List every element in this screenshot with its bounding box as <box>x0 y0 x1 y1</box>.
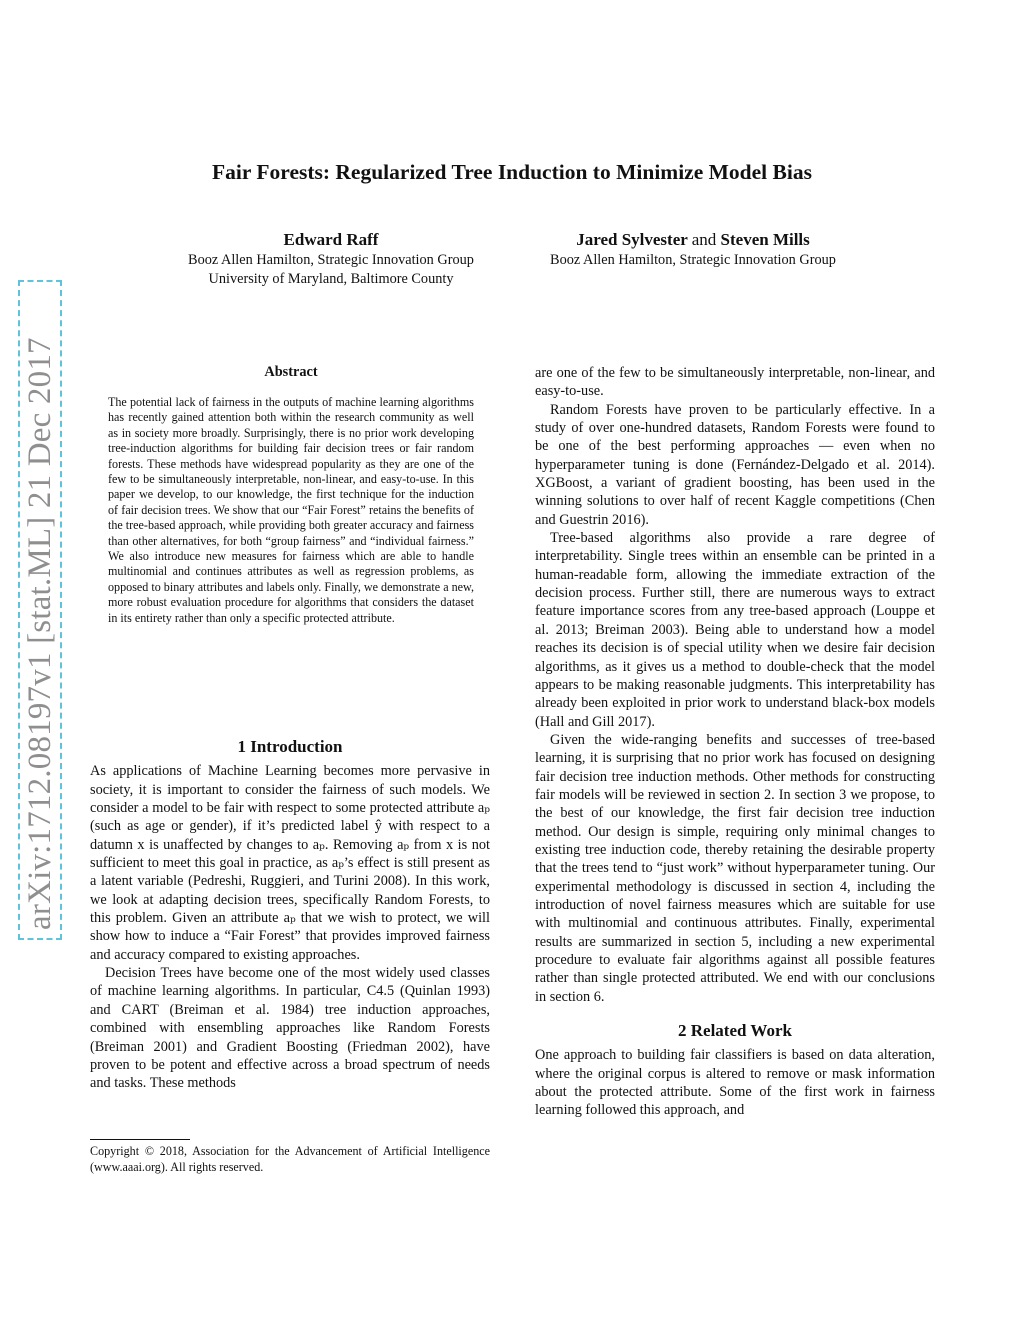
author-name: Jared Sylvester <box>576 230 688 249</box>
paragraph: Tree-based algorithms also provide a rare degree of interpretability. Single trees within an ensemble can be printed in a human-readable form, allowing the immediate extraction of the decision process. Further still, there are numerous ways to extract feature importance scores from any tree-based approach (Louppe et al. 2013; Breiman 2003). Being able to understand how a model reaches its decision is of special utility when we desire fair decision algorithms, as it gives us a method to double-check that the model appears to be making reasonable judgments. This interpretability has already been exploited in prior work to understand black-box models (Hall and Gill 2017). <box>535 530 935 730</box>
section-heading-introduction: 1 Introduction <box>237 737 343 756</box>
section-heading-related-work: 2 Related Work <box>678 1021 792 1041</box>
author-names-line <box>512 229 874 251</box>
abstract-text: The potential lack of fairness in the outputs of machine learning algorithms has recently gained attention both within the research community as well as in society more broadly. Surprisingly, there is no prior work developing tree-induction algorithms for building fair decision trees or fair random forests. These methods have widespread popularity as they are one of the few to be simultaneously interpretable, non-linear, and easy-to-use. In this paper we develop, to our knowledge, the first technique for the induction of fair decision trees. We show that our “Fair Forest” retains the benefits of the tree-based approach, while providing both greater accuracy and fairness than other alternatives, for both “group fairness” and “individual fairness.” We also introduce new measures for fairness which are able to handle multinomial and continues attributes as well as regression problems, as opposed to binary attributes and labels only. Finally, we demonstrate a new, more robust evaluation procedure for algorithms that considers the dataset in its entirety rather than only a specific protected attribute. <box>108 395 475 625</box>
author-name: Steven Mills <box>720 230 810 249</box>
abstract-heading: Abstract <box>264 364 318 380</box>
paragraph: Decision Trees have become one of the most widely used classes of machine learning algorithms. In particular, C4.5 (Quinlan 1993) and CART (Breiman et al. 1984) tree induction approaches, combined with ensembling approaches like Random Forests (Breiman 2001) and Gradient Boosting (Friedman 2002), have proven to be potent and effective across a broad spectrum of needs and tasks. These methods <box>90 965 490 1092</box>
right-column <box>535 364 935 1120</box>
author-affiliation: Booz Allen Hamilton, Strategic Innovation Group <box>188 252 474 268</box>
arxiv-stamp: arXiv:1712.08197v1 [stat.ML] 21 Dec 2017 <box>18 280 62 940</box>
paragraph: Given the wide-ranging benefits and successes of tree-based learning, it is surprising that no prior work has focused on designing fair decision tree induction methods. Other methods for constructing fair models will be reviewed in section 2. In section 3 we propose, to the best of our knowledge, the first fair decision tree induction method. Our design is simple, requiring only minimal changes to existing tree induction code, thereby retaining the desirable property that the trees tend to “just work” without hyperparameter tuning. Our experimental methodology is discussed in section 4, including the introduction of novel fairness measures which are suitable for use with multinomial and continuous attributes. Finally, experimental results are summarized in section 5, including a new experimental procedure to evaluate fair algorithms against all possible features rather than single protected attributed. We end with our conclusions in section 6. <box>535 731 935 1005</box>
paragraph: As applications of Machine Learning becomes more pervasive in society, it is important to consider the fairness of such models. We consider a model to be fair with respect to some protected attribute aₚ (such as age or gender), if it’s predicted label ŷ with respect to a datumn x is unaffected by changes to aₚ. Removing aₚ from x is not sufficient to meet this goal in practice, as aₚ’s effect is still present as a latent variable (Pedreshi, Ruggieri, and Turini 2008). In this work, we look at adapting decision trees, specifically Random Forests, to this problem. Given an attribute aₚ that we wish to protect, we will show how to induce a “Fair Forest” that provides improved fairness and accuracy compared to existing approaches. <box>90 763 490 963</box>
paragraph: are one of the few to be simultaneously interpretable, non-linear, and easy-to-use. <box>535 365 935 400</box>
author-name: Edward Raff <box>283 230 379 249</box>
left-column <box>90 738 490 1093</box>
paragraph: One approach to building fair classifiers is based on data alteration, where the original corpus is altered to remove or mask information about the protected attribute. Some of the first work in fairness learning followed this approach, and <box>535 1047 935 1119</box>
author-block-right <box>512 229 874 270</box>
author-affiliation: University of Maryland, Baltimore County <box>208 270 454 287</box>
author-conjunction: and <box>691 230 717 249</box>
paper-title: Fair Forests: Regularized Tree Induction to Minimize Model Bias <box>212 160 812 184</box>
footnote-rule <box>90 1139 190 1140</box>
paragraph: Random Forests have proven to be particularly effective. In a study of over one-hundred datasets, Random Forests were found to be one of the best performing approaches — even when no hyperparameter tuning is done (Fernández-Delgado et al. 2014). XGBoost, a variant of gradient boosting, has been used in the winning solutions to over half of recent Kaggle competitions (Chen and Guestrin 2016). <box>535 401 935 528</box>
copyright-footnote: Copyright © 2018, Association for the Advancement of Artificial Intelligence (www.aaai.org). All rights reserved. <box>90 1144 490 1174</box>
author-block-left <box>150 229 512 288</box>
author-affiliation: Booz Allen Hamilton, Strategic Innovation Group <box>550 252 836 268</box>
